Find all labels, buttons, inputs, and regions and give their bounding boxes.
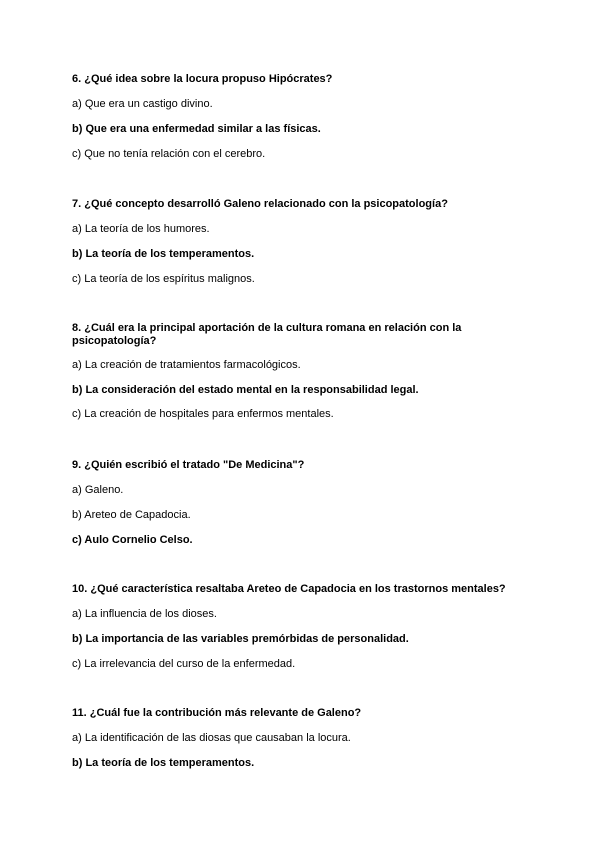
question-10	[72, 583, 532, 670]
question-title: 7. ¿Qué concepto desarrolló Galeno relacionado con la psicopatología?	[72, 198, 448, 210]
option-c: c) La teoría de los espíritus malignos.	[72, 273, 255, 285]
option-b-correct: b) La teoría de los temperamentos.	[72, 248, 255, 260]
question-title: 9. ¿Quién escribió el tratado "De Medicina"?	[72, 459, 305, 471]
question-title: 8. ¿Cuál era la principal aportación de la cultura romana en relación con la psicopatología?	[72, 322, 462, 347]
question-8	[72, 322, 532, 420]
question-title: 11. ¿Cuál fue la contribución más relevante de Galeno?	[72, 707, 362, 719]
option-a: a) La identificación de las diosas que causaban la locura.	[72, 732, 351, 744]
question-title: 10. ¿Qué característica resaltaba Areteo de Capadocia en los trastornos mentales?	[72, 583, 506, 595]
option-b-correct: b) La teoría de los temperamentos.	[72, 757, 255, 769]
option-b-correct: b) La consideración del estado mental en la responsabilidad legal.	[72, 384, 419, 396]
question-title: 6. ¿Qué idea sobre la locura propuso Hipócrates?	[72, 73, 333, 85]
option-b-correct: b) Que era una enfermedad similar a las físicas.	[72, 123, 321, 135]
option-c: c) La creación de hospitales para enfermos mentales.	[72, 408, 334, 420]
option-a: a) Que era un castigo divino.	[72, 98, 213, 110]
option-a: a) Galeno.	[72, 484, 124, 496]
option-a: a) La influencia de los dioses.	[72, 608, 217, 620]
option-a: a) La teoría de los humores.	[72, 223, 210, 235]
question-7	[72, 198, 532, 285]
question-6	[72, 73, 532, 160]
option-c: c) Que no tenía relación con el cerebro.	[72, 148, 266, 160]
question-11	[72, 707, 532, 769]
option-c-correct: c) Aulo Cornelio Celso.	[72, 534, 193, 546]
option-b-correct: b) La importancia de las variables premórbidas de personalidad.	[72, 633, 409, 645]
question-9	[72, 459, 532, 546]
option-a: a) La creación de tratamientos farmacológicos.	[72, 359, 301, 371]
option-c: c) La irrelevancia del curso de la enfermedad.	[72, 658, 296, 670]
option-b: b) Areteo de Capadocia.	[72, 509, 191, 521]
